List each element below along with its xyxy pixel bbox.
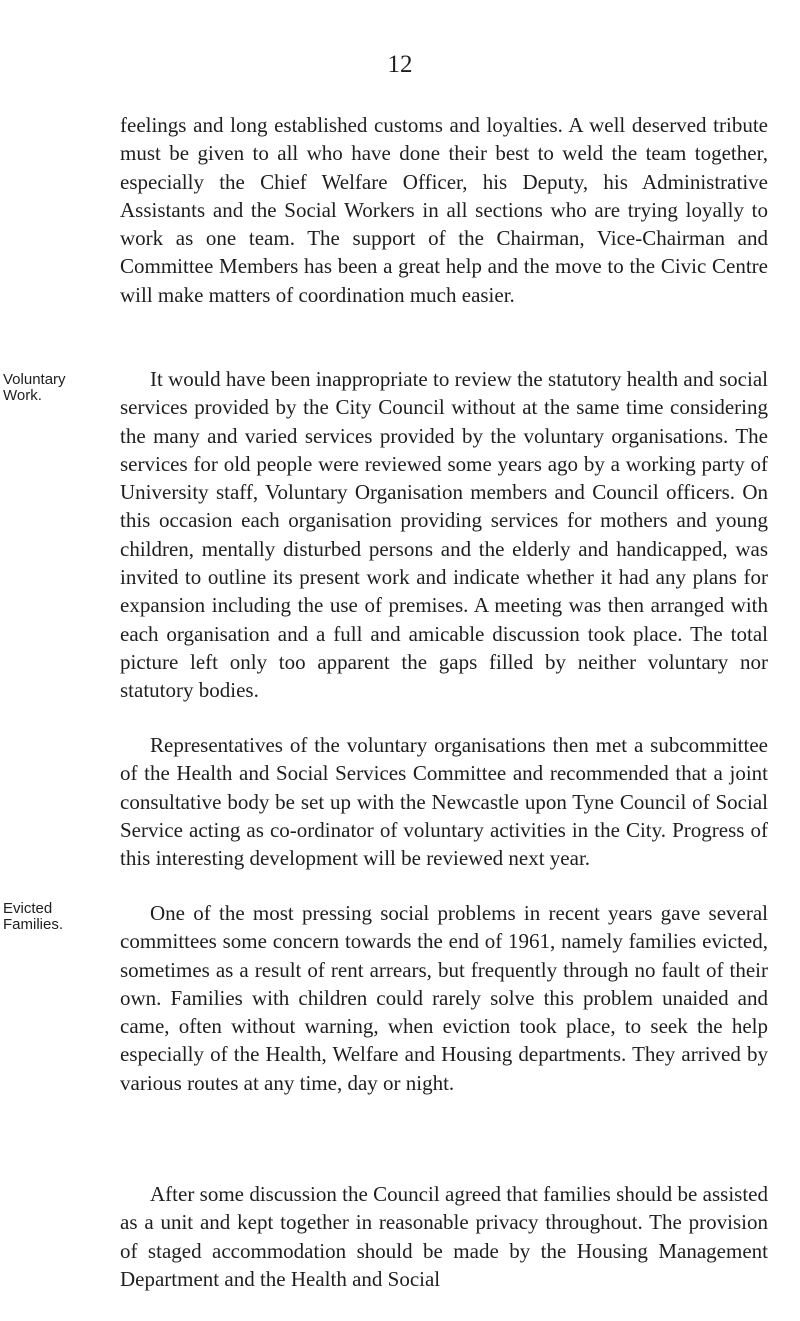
- margin-note-line: Evicted: [3, 900, 53, 917]
- paragraph-evicted-families: One of the most pressing social problems in recent years gave several committees some concern towards the end of 1961, namely families evicted, sometimes as a result of rent arrears, but frequently through no fault of their own. Families with children could rarely solve this problem unaided and came, often without warning, when eviction took place, to seek the help especially of the Health, Welfare and Housing departments. They arrived by various routes at any time, day or night.: [120, 901, 768, 1095]
- paragraph-council-agreed: After some discussion the Council agreed that families should be assisted as a unit and kept together in reasonable privacy throughout. The provision of staged accommodation should be made by the Housing Management Department and the Health and Social: [120, 1182, 768, 1291]
- margin-note-evicted-families: [3, 901, 83, 933]
- margin-note-line: Work.: [3, 387, 42, 404]
- page-number: 12: [387, 51, 413, 78]
- margin-note-line: Families.: [3, 916, 64, 933]
- paragraph-continuation: feelings and long established customs and loyalties. A well deserved tribute must be given to all who have done their best to weld the team together, especially the Chief Welfare Officer, his Deputy, his Administrative Assistants and the Social Workers in all sections who are trying loyally to work as one team. The support of the Chairman, Vice-Chairman and Committee Members has been a great help and the move to the Civic Centre will make matters of coordination much easier.: [120, 113, 768, 307]
- margin-note-voluntary-work: [3, 372, 83, 404]
- paragraph-voluntary-organisations: It would have been inappropriate to review the statutory health and social services provided by the City Council without at the same time considering the many and varied services provided by the voluntary organisations. The services for old people were reviewed some years ago by a working party of University staff, Voluntary Organisation members and Council officers. On this occasion each organisation providing services for mothers and young children, mentally disturbed persons and the elderly and handicapped, was invited to outline its present work and indicate whether it had any plans for expansion including the use of premises. A meeting was then arranged with each organisation and a full and amicable discussion took place. The total picture left only too apparent the gaps filled by neither voluntary nor statutory bodies.: [120, 367, 768, 703]
- paragraph-representatives: Representatives of the voluntary organisations then met a subcommittee of the Health and Social Services Committee and recommended that a joint consultative body be set up with the Newcastle upon Tyne Council of Social Service acting as co-ordinator of voluntary activities in the City. Progress of this interesting development will be reviewed next year.: [120, 733, 768, 871]
- margin-note-line: Voluntary: [3, 371, 66, 388]
